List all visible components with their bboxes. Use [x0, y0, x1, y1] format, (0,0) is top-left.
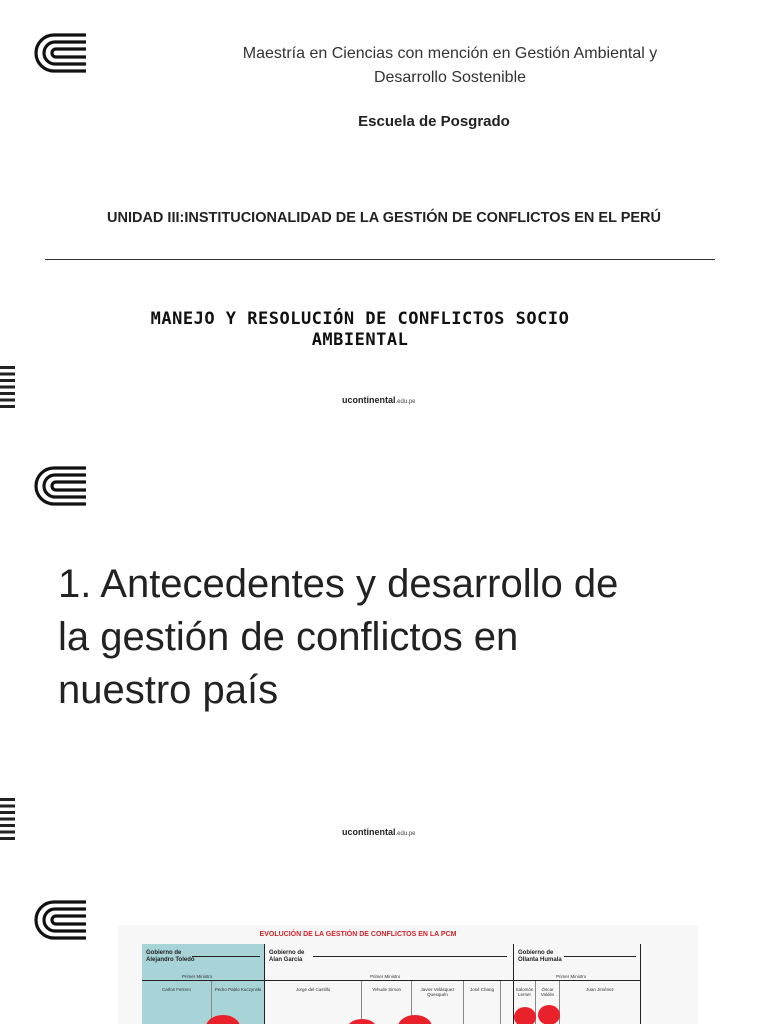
footer-url: [342, 395, 416, 405]
unit-title: UNIDAD III:INSTITUCIONALIDAD DE LA GESTIÓN DE CONFLICTOS EN EL PERÚ: [107, 210, 661, 226]
pm-label: Primer Ministro: [556, 974, 587, 979]
minister-cells: [265, 980, 513, 1024]
side-lines-icon: [0, 366, 15, 408]
government-garcia: [265, 944, 514, 1024]
minister-cell: José Chang: [464, 981, 501, 1024]
minister-cell: Jorge del Castillo: [265, 981, 362, 1024]
heading-line-1: 1. Antecedentes y desarrollo de: [58, 562, 619, 606]
vertical-minister-cell: [501, 981, 513, 1024]
program-line-2: Desarrollo Sostenible: [373, 69, 527, 86]
minister-cell: Juan Jiménez: [586, 987, 614, 992]
continental-logo-icon: [34, 33, 88, 73]
pm-label: Primer Ministro: [370, 974, 401, 979]
minister-cell: Salomón Lerner: [514, 981, 536, 1024]
minister-cells: [514, 980, 640, 1024]
minister-cell: Javier Velásquez Quesquén: [412, 981, 464, 1024]
footer-url: [342, 827, 416, 837]
slide-title: [80, 309, 640, 351]
side-lines-icon: [0, 798, 15, 840]
divider: [45, 259, 715, 260]
pm-label: Primer Ministro: [182, 974, 213, 979]
event-dot: [538, 1005, 560, 1024]
section-heading: [58, 558, 718, 717]
government-toledo: [142, 944, 265, 1024]
government-name: Gobierno de Alejandro Toledo: [146, 950, 195, 963]
slide-title-line-2: AMBIENTAL: [311, 330, 409, 350]
minister-cell: Yehude Simon: [362, 981, 412, 1024]
government-humala: [514, 944, 641, 1024]
government-name: Gobierno de Alan García: [269, 950, 305, 963]
slide-title-line-1: MANEJO Y RESOLUCIÓN DE CONFLICTOS SOCIO: [150, 309, 570, 329]
footer-brand: ucontinental: [342, 827, 396, 837]
program-name: [200, 42, 700, 90]
footer-brand: ucontinental: [342, 395, 396, 405]
continental-logo-icon: [34, 900, 88, 940]
minister-cell: Pedro Pablo Kuczynski: [214, 987, 262, 992]
footer-suffix: .edu.pe: [395, 399, 416, 405]
minister-cells: [142, 980, 264, 1024]
heading-line-2: la gestión de conflictos en: [58, 615, 519, 659]
minister-cell: Carlos Ferrero: [142, 981, 212, 1024]
timeline-line: [564, 956, 636, 957]
school-name: Escuela de Posgrado: [358, 113, 510, 130]
event-dot: [514, 1007, 536, 1024]
timeline-line: [313, 956, 507, 957]
figure-title: EVOLUCIÓN DE LA GESTIÓN DE CONFLICTOS EN LA PCM: [259, 931, 457, 938]
heading-line-3: nuestro país: [58, 668, 279, 712]
government-name: Gobierno de Ollanta Humala: [518, 950, 562, 963]
timeline-line: [192, 956, 260, 957]
minister-cell: Óscar Valdés: [536, 981, 560, 1024]
continental-logo-icon: [34, 466, 88, 506]
footer-suffix: .edu.pe: [395, 831, 416, 837]
program-line-1: Maestría en Ciencias con mención en Gestión Ambiental y: [242, 45, 658, 62]
pcm-evolution-figure: [118, 925, 698, 1024]
